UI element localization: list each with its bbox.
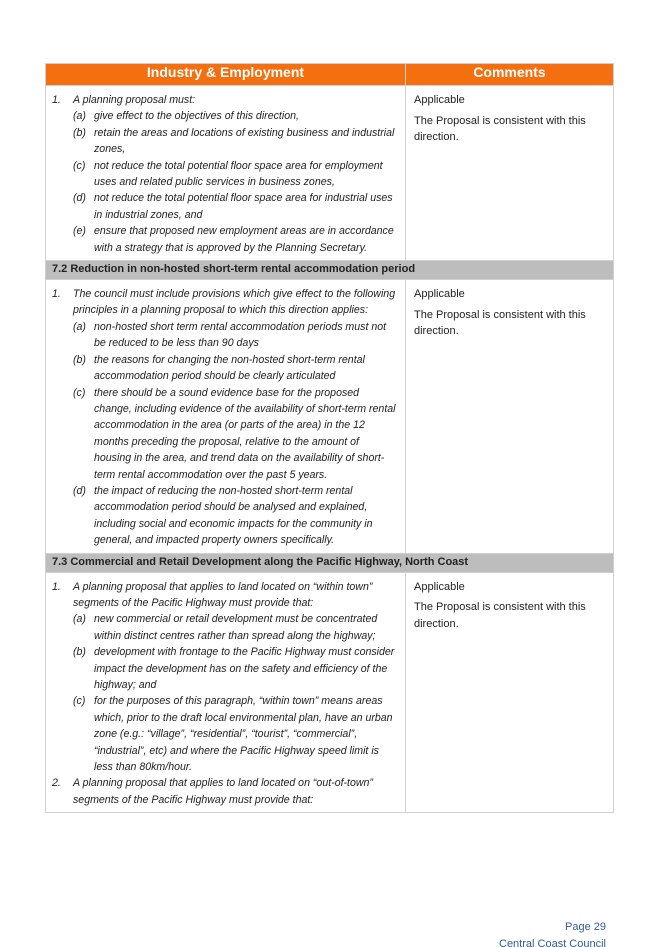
directions-table xyxy=(45,63,614,813)
sub-item-letter: (d) xyxy=(73,484,86,497)
sub-item xyxy=(73,108,399,124)
sub-item xyxy=(73,125,399,158)
direction-text-cell xyxy=(46,280,406,554)
header-comments: Comments xyxy=(406,64,614,86)
sub-item xyxy=(73,190,399,223)
comment-text: Applicable xyxy=(414,94,465,106)
sub-item xyxy=(73,319,399,352)
table-row xyxy=(46,86,614,261)
section-row xyxy=(46,261,614,280)
footer-org: Central Coast Council xyxy=(499,938,606,947)
sub-item-text: give effect to the objectives of this direction, xyxy=(94,110,299,123)
list-item xyxy=(52,775,399,808)
comments-cell xyxy=(406,86,614,261)
sub-item-text: non-hosted short term rental accommodation periods must not be reduced to be less than 90 days xyxy=(94,320,387,350)
item-number: 1. xyxy=(52,288,61,301)
item-number: 1. xyxy=(52,94,61,106)
comments-cell xyxy=(406,572,614,813)
sub-item-letter: (b) xyxy=(73,353,86,366)
sub-item-letter: (c) xyxy=(73,695,86,708)
section-title: 7.2 Reduction in non-hosted short-term rental accommodation period xyxy=(46,261,614,280)
sub-item-text: ensure that proposed new employment areas are in accordance with a strategy that is approved by the Planning Secretary. xyxy=(94,225,394,254)
sub-item-text: not reduce the total potential floor space area for industrial uses in industrial zones, and xyxy=(94,192,393,221)
sub-item xyxy=(73,693,399,775)
direction-text-cell xyxy=(46,572,406,813)
sub-item-letter: (e) xyxy=(73,225,86,238)
table-row xyxy=(46,572,614,813)
sub-item-text: the impact of reducing the non-hosted short-term rental accommodation period should be analysed and explained, including social and economic impacts for the community in general, and impacted property owners specifically. xyxy=(94,484,373,547)
comment-text: The Proposal is consistent with this direction. xyxy=(414,601,586,630)
sub-item xyxy=(73,158,399,191)
direction-text-cell xyxy=(46,86,406,261)
sub-item xyxy=(73,644,399,693)
comment-text: The Proposal is consistent with this direction. xyxy=(414,114,586,143)
sub-item-letter: (a) xyxy=(73,110,86,123)
sub-item-text: new commercial or retail development must be concentrated within distinct centres rather than spread along the highway; xyxy=(94,613,378,642)
sub-item xyxy=(73,483,399,549)
sub-item-letter: (c) xyxy=(73,386,86,399)
item-number: 2. xyxy=(52,777,61,790)
comments-cell xyxy=(406,280,614,554)
sub-item-letter: (b) xyxy=(73,126,86,139)
list-item xyxy=(52,286,399,319)
sub-item xyxy=(73,352,399,385)
item-text: A planning proposal must: xyxy=(73,94,196,106)
section-row xyxy=(46,553,614,572)
sub-item-letter: (b) xyxy=(73,646,86,659)
sub-item-text: the reasons for changing the non-hosted short-term rental accommodation period should be clearly articulated xyxy=(94,353,365,383)
sub-item-text: not reduce the total potential floor space area for employment uses and related public services in business zones, xyxy=(94,159,383,189)
comment-text: The Proposal is consistent with this direction. xyxy=(414,308,586,338)
comment-text: Applicable xyxy=(414,288,465,301)
comment-text: Applicable xyxy=(414,580,465,593)
sub-item-letter: (d) xyxy=(73,192,86,205)
sub-item-letter: (a) xyxy=(73,613,86,626)
sub-item xyxy=(73,385,399,483)
table-row xyxy=(46,280,614,554)
list-item xyxy=(52,579,399,612)
item-number: 1. xyxy=(52,580,61,593)
sub-item-letter: (c) xyxy=(73,159,86,172)
page-number: Page 29 xyxy=(565,921,606,933)
sub-item-text: retain the areas and locations of existing business and industrial zones, xyxy=(94,126,395,156)
list-item xyxy=(52,92,399,108)
sub-item-letter: (a) xyxy=(73,320,86,333)
section-title: 7.3 Commercial and Retail Development along the Pacific Highway, North Coast xyxy=(46,553,614,572)
header-industry-employment: Industry & Employment xyxy=(46,64,406,86)
sub-item-text: for the purposes of this paragraph, “within town” means areas which, prior to the draft local environmental plan, have an urban zone (e.g.: “village”, “residential”, “tourist”, “commercial”, “industrial”, etc) and where the Pacific Highway speed limit is less than 80km/hour. xyxy=(94,695,393,774)
sub-item xyxy=(73,223,399,256)
sub-item-text: there should be a sound evidence base for the proposed change, including evidence of the availability of short-term rental accommodation in the area (or parts of the area) in the 12 months preceding the proposal, relative to the amount of housing in the area, and trend data on the availability of short-term rental accommodation over the past 5 years. xyxy=(94,386,396,481)
sub-item xyxy=(73,611,399,644)
sub-item-text: development with frontage to the Pacific Highway must consider impact the development has on the safety and efficiency of the highway; and xyxy=(94,646,395,691)
item-text: The council must include provisions which give effect to the following principles in a planning proposal to which this direction applies: xyxy=(73,288,396,317)
item-text: A planning proposal that applies to land located on “out-of-town” segments of the Pacific Highway must provide that: xyxy=(73,777,373,806)
item-text: A planning proposal that applies to land located on “within town” segments of the Pacific Highway must provide that: xyxy=(73,580,373,609)
